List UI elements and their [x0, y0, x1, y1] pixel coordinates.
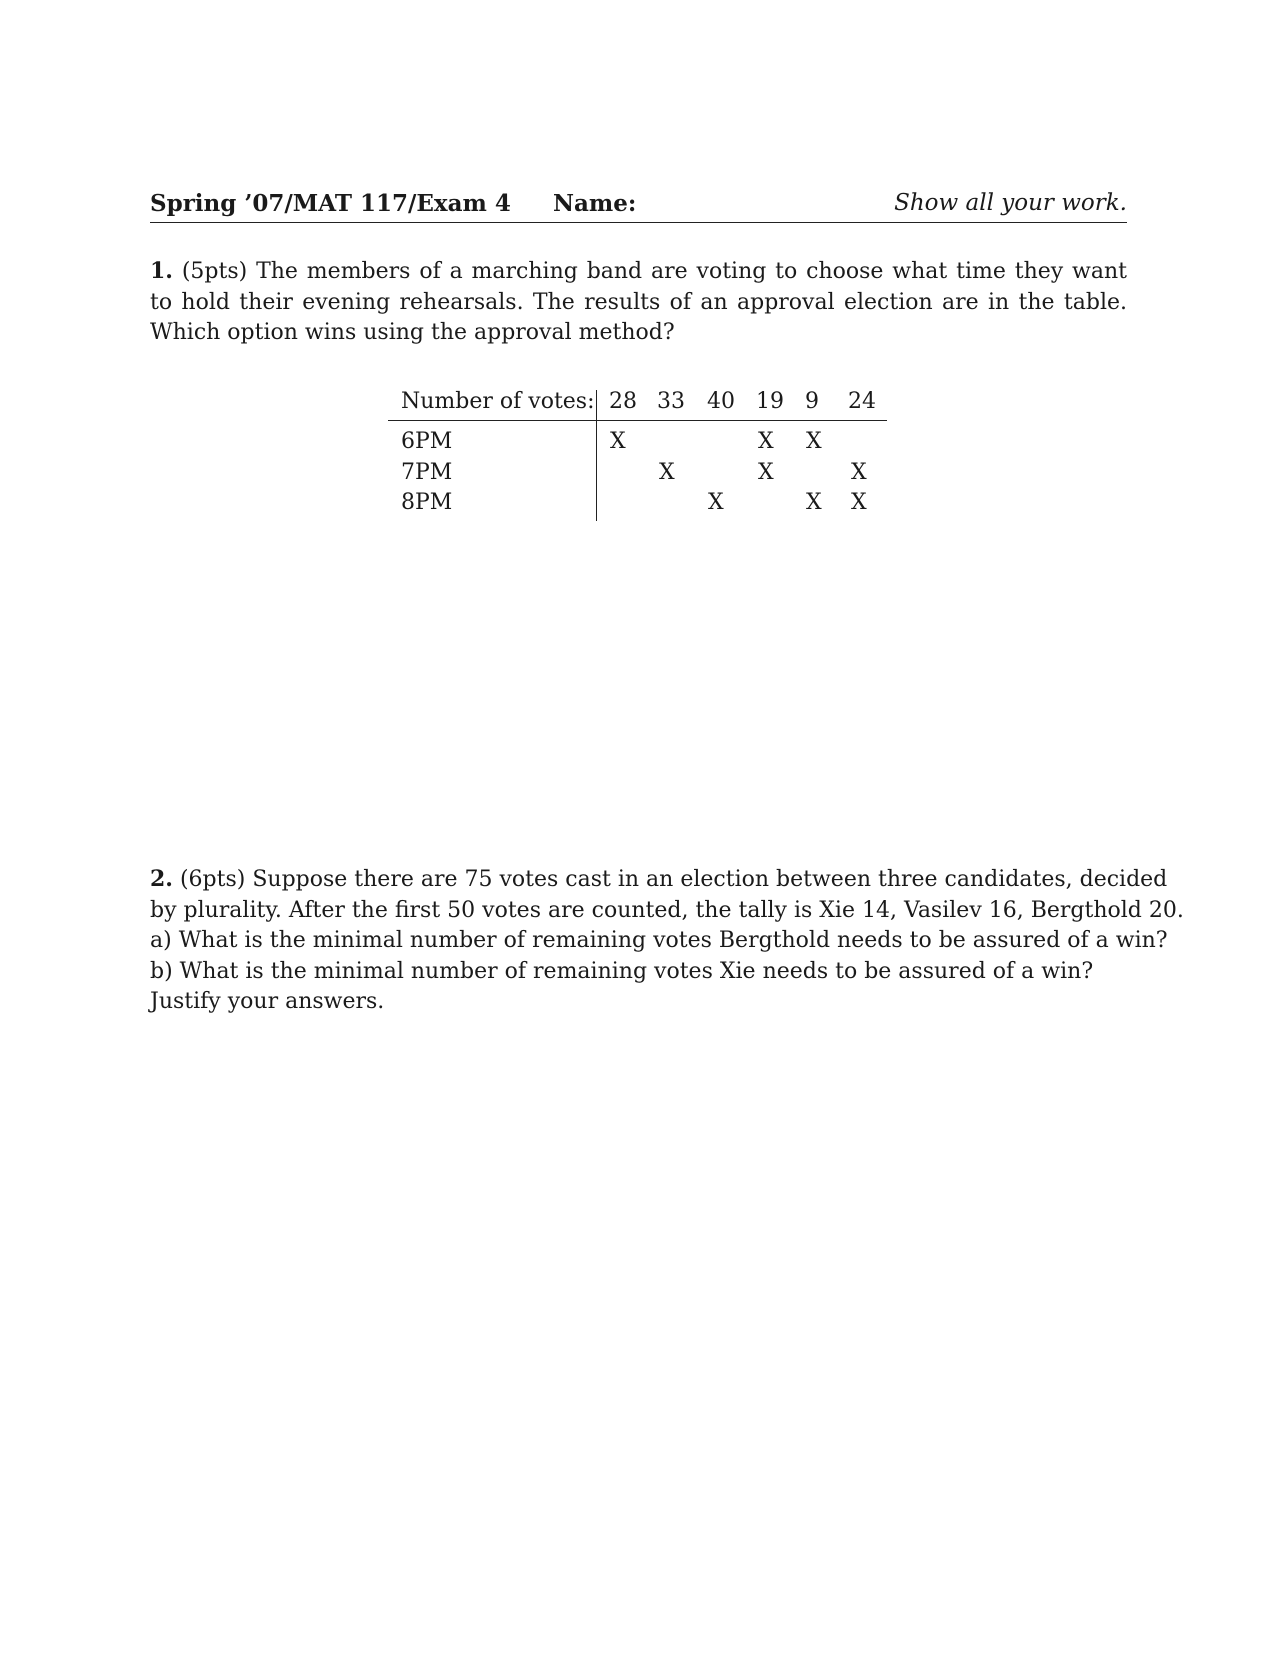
votes-count: 19 [756, 389, 784, 414]
question-2-justify: Justify your answers. [150, 989, 385, 1014]
approval-mark: X [708, 490, 724, 515]
question-1 [150, 256, 1127, 349]
row-label-7pm: 7PM [401, 460, 453, 485]
votes-count: 9 [805, 389, 819, 414]
approval-mark: X [851, 490, 867, 515]
votes-count: 24 [848, 389, 876, 414]
votes-count: 33 [657, 389, 685, 414]
question-1-text: (5pts) The members of a marching band are voting to choose what time they want to hold their evening rehearsals. The results of an approval election are in the table. Which option wins using the approval method? [150, 259, 1128, 345]
votes-count: 28 [609, 389, 637, 414]
approval-mark: X [659, 460, 675, 485]
approval-mark: X [758, 460, 774, 485]
question-2 [150, 864, 1184, 1018]
approval-mark: X [610, 429, 626, 454]
name-label: Name: [553, 190, 637, 217]
table-header-rule [388, 420, 887, 421]
question-2-part-b: b) What is the minimal number of remaining votes Xie needs to be assured of a win? [150, 958, 1094, 984]
work-instruction: Show all your work. [894, 190, 1127, 216]
question-2-part-a: a) What is the minimal number of remaining votes Bergthold needs to be assured of a win? [150, 928, 1168, 953]
question-2-line: by plurality. After the first 50 votes are counted, the tally is Xie 14, Vasilev 16, Bergthold 20. [150, 897, 1184, 923]
approval-mark: X [806, 490, 822, 515]
row-label-6pm: 6PM [401, 429, 453, 454]
question-1-number: 1. [150, 258, 173, 284]
table-column-rule [596, 390, 597, 521]
course-title: Spring ’07/MAT 117/Exam 4 [150, 190, 511, 217]
exam-header [150, 188, 1127, 223]
question-2-line: (6pts) Suppose there are 75 votes cast in an election between three candidates, decided [179, 867, 1168, 892]
votes-count: 40 [707, 389, 735, 414]
approval-mark: X [851, 460, 867, 485]
question-2-number: 2. [150, 866, 173, 892]
votes-header-label: Number of votes: [401, 389, 595, 414]
row-label-8pm: 8PM [401, 490, 453, 515]
approval-mark: X [758, 429, 774, 454]
approval-mark: X [806, 429, 822, 454]
